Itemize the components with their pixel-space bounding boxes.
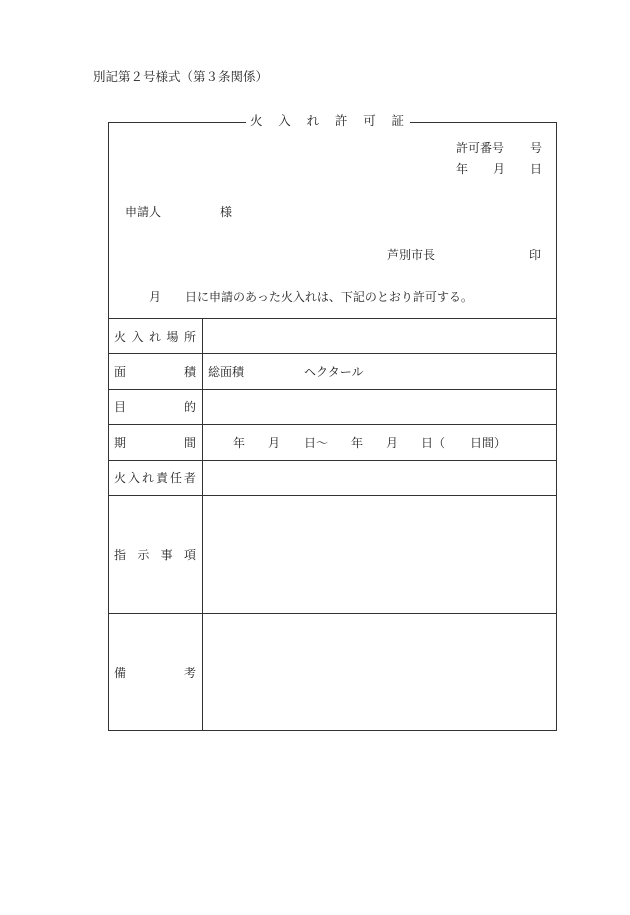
title-char: 許 <box>334 113 348 128</box>
row-divider <box>108 613 557 614</box>
label-period: 期 間 <box>114 436 196 450</box>
date-month: 月 <box>493 162 506 176</box>
title-char: 入 <box>278 113 291 128</box>
title-char: 火 <box>250 113 263 128</box>
permit-form-frame <box>108 122 557 731</box>
period-end-year: 年 <box>351 436 364 450</box>
title-char: 可 <box>363 113 376 128</box>
label-area: 面 積 <box>114 365 196 379</box>
title-char: 証 <box>391 113 404 128</box>
form-reference: 別記第２号様式（第３条関係） <box>93 69 269 84</box>
seal-label: 印 <box>529 248 542 262</box>
row-divider <box>108 460 557 461</box>
date-year: 年 <box>456 162 469 176</box>
row-divider <box>108 353 557 354</box>
date-day: 日 <box>530 162 543 176</box>
label-remarks: 備 考 <box>114 666 196 680</box>
row-divider <box>108 389 557 390</box>
area-unit: ヘクタール <box>304 365 364 379</box>
statement-text: 日に申請のあった火入れは、下記のとおり許可する。 <box>185 290 473 304</box>
mayor-label: 芦別市長 <box>387 248 436 262</box>
period-end-month: 月 <box>386 436 399 450</box>
label-responsible-person: 火 入 れ 責 任 者 <box>114 471 196 485</box>
period-start-month: 月 <box>268 436 281 450</box>
row-divider <box>108 424 557 425</box>
period-days: 日間） <box>470 436 507 450</box>
applicant-honorific: 様 <box>220 205 233 219</box>
applicant-label: 申請人 <box>125 205 162 219</box>
label-location: 火 入 れ 場 所 <box>114 330 196 344</box>
period-start-year: 年 <box>233 436 246 450</box>
period-end-day: 日（ <box>421 436 446 450</box>
row-divider <box>108 495 557 496</box>
frame-top-left-line <box>108 122 246 123</box>
permit-number-label: 許可番号 <box>456 141 505 155</box>
frame-top-right-line <box>410 122 557 123</box>
area-total-label: 総面積 <box>208 365 245 379</box>
form-title <box>242 115 412 128</box>
statement-month: 月 <box>149 290 162 304</box>
period-start-day: 日〜 <box>304 436 329 450</box>
label-instructions: 指 示 事 項 <box>114 548 196 562</box>
permit-number-suffix: 号 <box>530 141 543 155</box>
label-purpose: 目 的 <box>114 400 196 414</box>
column-divider <box>202 318 203 731</box>
table-top-line <box>108 318 557 319</box>
title-char: れ <box>306 113 320 128</box>
